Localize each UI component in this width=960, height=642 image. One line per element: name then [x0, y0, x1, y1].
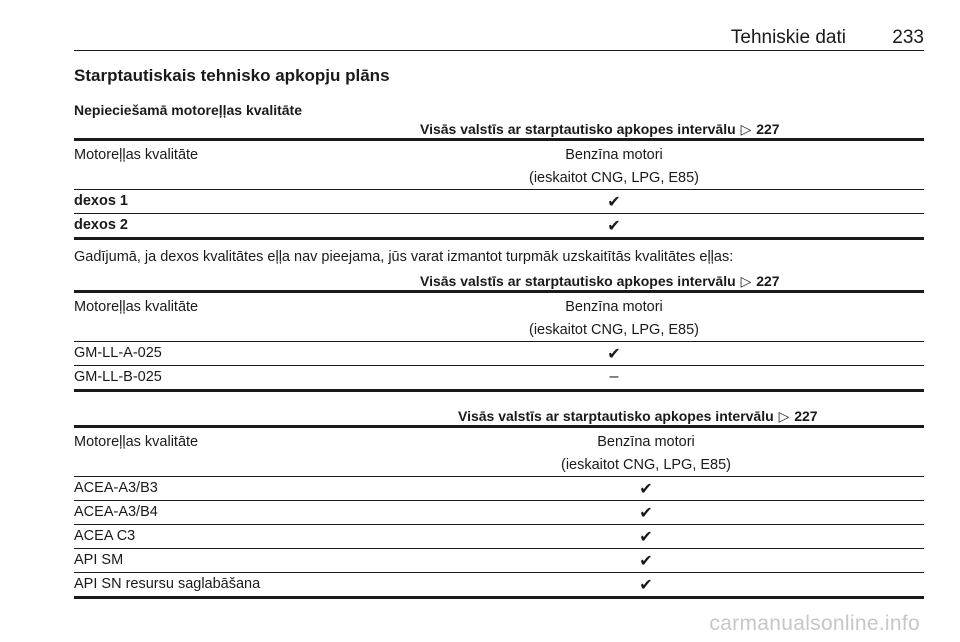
table-row: [74, 477, 924, 501]
checkmark-icon: ✔: [639, 529, 653, 546]
row-quality: API SM: [74, 552, 124, 568]
interval-header-text: [420, 273, 780, 290]
table-interval-header: [74, 409, 924, 428]
row-quality: ACEA-A3/B4: [74, 504, 158, 520]
watermark: carmanualsonline.info: [709, 612, 920, 635]
col-header-petrol: Benzīna motori: [565, 299, 663, 315]
interval-header-text: [420, 121, 780, 138]
col-header-quality: Motoreļļas kvalitāte: [74, 434, 199, 450]
row-quality: API SN resursu saglabāšana: [74, 576, 261, 592]
page-title: Tehniskie dati: [730, 27, 846, 48]
row-quality: dexos 1: [74, 193, 128, 209]
checkmark-icon: ✔: [607, 218, 621, 235]
oil-quality-table-3: [74, 409, 924, 599]
interval-label: Visās valstīs ar starptautisko apkopes intervālu: [420, 273, 736, 289]
checkmark-icon: ✔: [639, 553, 653, 570]
arrow-reference-icon[interactable]: ▷: [778, 408, 790, 424]
table-column-header: [74, 141, 924, 190]
table-row: [74, 190, 924, 214]
table-interval-header: [74, 274, 924, 293]
subheading: Nepieciešamā motoreļļas kvalitāte: [74, 102, 303, 118]
oil-quality-table-2: [74, 274, 924, 392]
col-header-petrol-note: (ieskaitot CNG, LPG, E85): [528, 322, 700, 338]
table-row: [74, 214, 924, 240]
interval-label: Visās valstīs ar starptautisko apkopes intervālu: [420, 121, 736, 137]
interval-page-ref[interactable]: 227: [756, 273, 780, 289]
col-header-quality: Motoreļļas kvalitāte: [74, 147, 199, 163]
checkmark-icon: ✔: [607, 194, 621, 211]
col-header-petrol-note: (ieskaitot CNG, LPG, E85): [560, 457, 732, 473]
table-row: [74, 501, 924, 525]
table-row: [74, 525, 924, 549]
arrow-reference-icon[interactable]: ▷: [740, 273, 752, 289]
table-row: [74, 549, 924, 573]
col-header-quality: Motoreļļas kvalitāte: [74, 299, 199, 315]
table-row: [74, 366, 924, 392]
table-row: [74, 573, 924, 599]
row-quality: ACEA C3: [74, 528, 136, 544]
dash-icon: –: [609, 368, 619, 385]
table-column-header: [74, 428, 924, 477]
checkmark-icon: ✔: [639, 481, 653, 498]
page-number: 233: [892, 27, 924, 48]
col-header-petrol: Benzīna motori: [597, 434, 695, 450]
interval-page-ref[interactable]: 227: [756, 121, 780, 137]
col-header-petrol: Benzīna motori: [565, 147, 663, 163]
table-row: [74, 342, 924, 366]
row-quality: dexos 2: [74, 217, 128, 233]
body-paragraph: Gadījumā, ja dexos kvalitātes eļļa nav pieejama, jūs varat izmantot turpmāk uzskaitītās kvalitātes eļļas:: [74, 249, 734, 265]
row-quality: GM-LL-A-025: [74, 345, 162, 361]
checkmark-icon: ✔: [639, 505, 653, 522]
col-header-petrol-note: (ieskaitot CNG, LPG, E85): [528, 170, 700, 186]
page-header: [74, 24, 924, 51]
checkmark-icon: ✔: [639, 577, 653, 594]
checkmark-icon: ✔: [607, 346, 621, 363]
oil-quality-table-1: [74, 122, 924, 240]
table-interval-header: [74, 122, 924, 141]
interval-page-ref[interactable]: 227: [794, 408, 818, 424]
table-column-header: [74, 293, 924, 342]
arrow-reference-icon[interactable]: ▷: [740, 121, 752, 137]
interval-label: Visās valstīs ar starptautisko apkopes intervālu: [458, 408, 774, 424]
interval-header-text: [458, 408, 818, 425]
row-quality: GM-LL-B-025: [74, 369, 162, 385]
row-quality: ACEA-A3/B3: [74, 480, 158, 496]
section-title: Starptautiskais tehnisko apkopju plāns: [74, 66, 390, 85]
